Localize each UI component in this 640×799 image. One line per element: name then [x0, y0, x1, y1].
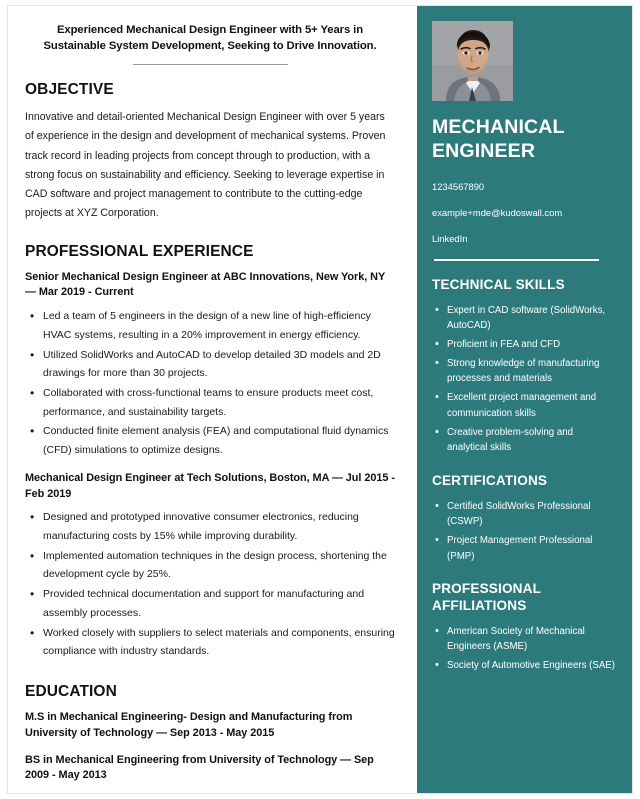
technical-skill-item: • Proficient in FEA and CFD	[432, 337, 615, 353]
headline-divider	[133, 64, 288, 65]
affiliations-title: PROFESSIONAL AFFILIATIONS	[432, 581, 541, 614]
resume-sidebar	[417, 6, 632, 793]
certification-item: • Project Management Professional (PMP)	[432, 533, 615, 564]
certifications-list	[432, 499, 615, 565]
profile-photo-graphic	[432, 21, 513, 101]
technical-skill-item: • Strong knowledge of manufacturing processes and materials	[432, 356, 615, 387]
objective-title: OBJECTIVE	[25, 81, 114, 99]
job-bullet: • Led a team of 5 engineers in the design of a new line of high-efficiency HVAC systems, resulting in a 20% improvement in energy efficiency.	[25, 307, 395, 344]
technical-skill-item: • Excellent project management and communication skills	[432, 390, 615, 421]
affiliation-item: • American Society of Mechanical Engineers (ASME)	[432, 624, 615, 655]
candidate-name: MECHANICAL ENGINEER	[432, 116, 565, 162]
job-bullet: • Conducted finite element analysis (FEA) and computational fluid dynamics (CFD) simulations to optimize designs.	[25, 422, 395, 459]
job-title: Mechanical Design Engineer at Tech Solutions, Boston, MA — Jul 2015 - Feb 2019	[25, 471, 395, 500]
contact-linkedin[interactable]: LinkedIn	[432, 233, 468, 245]
certifications-title: CERTIFICATIONS	[432, 472, 548, 488]
resume-headline: Experienced Mechanical Design Engineer with 5+ Years in Sustainable System Development, Seeking to Drive Innovation.	[43, 24, 377, 53]
experience-job	[25, 270, 395, 460]
job-bullet: • Implemented automation techniques in the design process, shortening the development cycle by 25%.	[25, 547, 395, 584]
experience-title: PROFESSIONAL EXPERIENCE	[25, 242, 254, 260]
job-bullet: • Designed and prototyped innovative consumer electronics, reducing manufacturing costs by 15% while improving durability.	[25, 508, 395, 545]
education-section	[25, 683, 395, 784]
job-bullet: • Worked closely with suppliers to select materials and components, ensuring compliance with industry standards.	[25, 624, 395, 661]
experience-job	[25, 471, 395, 661]
contact-phone[interactable]: 1234567890	[432, 180, 485, 192]
job-bullets	[25, 508, 395, 661]
contact-block	[432, 180, 615, 245]
certification-item: • Certified SolidWorks Professional (CSWP)	[432, 499, 615, 530]
affiliation-item: • Society of Automotive Engineers (SAE)	[432, 658, 615, 674]
technical-skills-title: TECHNICAL SKILLS	[432, 276, 565, 292]
experience-section	[25, 243, 395, 661]
job-title: Senior Mechanical Design Engineer at ABC Innovations, New York, NY — Mar 2019 - Current	[25, 270, 386, 299]
sidebar-divider	[434, 259, 599, 261]
technical-skills-section	[432, 277, 615, 456]
job-bullet: • Utilized SolidWorks and AutoCAD to develop detailed 3D models and 2D drawings for more than 30 projects.	[25, 346, 395, 383]
education-title: EDUCATION	[25, 682, 117, 700]
technical-skill-item: • Creative problem-solving and analytical skills	[432, 425, 615, 456]
certifications-section	[432, 473, 615, 564]
job-bullets	[25, 307, 395, 460]
objective-section	[25, 81, 395, 224]
education-item: BS in Mechanical Engineering from University of Technology — Sep 2009 - May 2013	[25, 753, 374, 782]
objective-text: Innovative and detail-oriented Mechanical Design Engineer with over 5 years of experience in the design and development of mechanical systems. Proven track record in leading projects from concept through to production, with a strong focus on sustainability and efficiency. Seeking to leverage expertise in CAD software and project management to contribute to the cutting-edge projects at XYZ Corporation.	[25, 111, 386, 220]
resume-page	[7, 5, 633, 794]
affiliations-list	[432, 624, 615, 674]
job-bullet: • Collaborated with cross-functional teams to ensure products meet cost, performance, and sustainability targets.	[25, 384, 395, 421]
job-bullet: • Provided technical documentation and support for manufacturing and assembly processes.	[25, 585, 395, 622]
education-item: M.S in Mechanical Engineering- Design and Manufacturing from University of Technology — Sep 2013 - May 2015	[25, 710, 353, 739]
resume-main-column	[8, 6, 417, 793]
contact-email[interactable]: example+mde@kudoswall.com	[432, 207, 563, 219]
technical-skill-item: • Expert in CAD software (SolidWorks, AutoCAD)	[432, 303, 615, 334]
technical-skills-list	[432, 303, 615, 456]
profile-photo	[432, 21, 513, 101]
affiliations-section	[432, 581, 615, 673]
